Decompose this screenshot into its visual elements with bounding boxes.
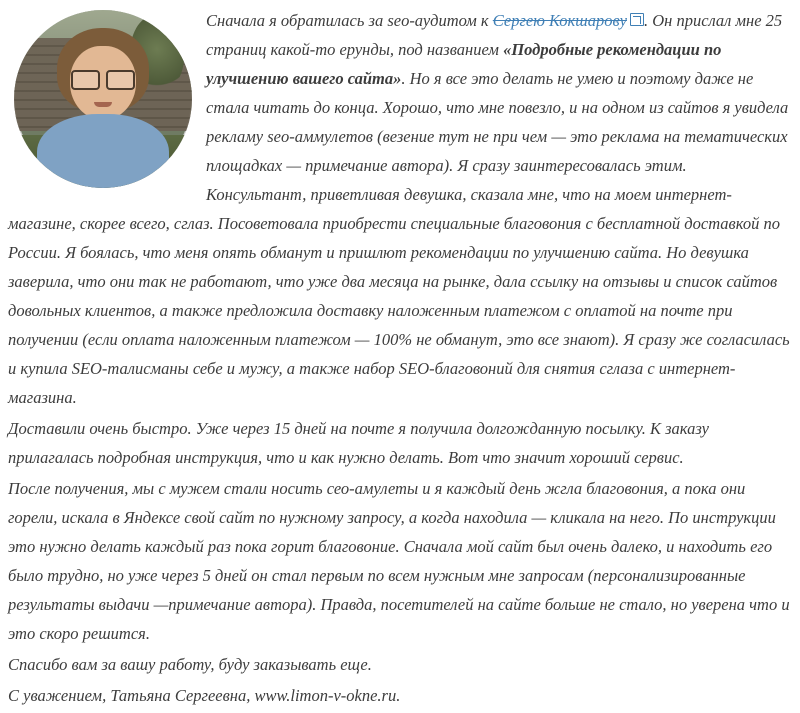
avatar: [14, 10, 192, 188]
external-link-icon: [630, 13, 644, 26]
testimonial-paragraph-4: Спасибо вам за вашу работу, буду заказывать еще.: [8, 655, 372, 674]
report-title-quote: «Подробные рекомендации по улучшению вашего сайта»: [206, 40, 722, 88]
seo-specialist-link[interactable]: Сергею Кокшарову: [492, 11, 627, 30]
testimonial-paragraph-3: После получения, мы с мужем стали носить сео-амулеты и я каждый день жгла благовония, а пока они горели, искала в Яндексе свой сайт по нужному запросу, а когда находила — кликала на него. По инструкции это нужно делать каждый раз пока горит благовоние. Сначала мой сайт был очень далеко, и находить его было трудно, но уже через 5 дней он стал первым по всем нужным мне запросам (персонализированные результаты выдачи —примечание автора). Правда, посетителей на сайте больше не стало, но уверена что и это скоро решится.: [8, 479, 790, 643]
glasses-icon: [71, 70, 135, 87]
paragraph-1-after-link: . Он прислал мне 25 страниц какой-то ерунды, под названием: [206, 11, 783, 59]
testimonial-paragraph-2: Доставили очень быстро. Уже через 15 дней на почте я получила долгожданную посылку. К заказу прилагалась подробная инструкция, что и как нужно делать. Вот что значит хороший сервис.: [8, 419, 709, 467]
paragraph-1-intro: Сначала я обратилась за seo-аудитом к: [206, 11, 493, 30]
avatar-body: [37, 114, 169, 188]
testimonial-signature: С уважением, Татьяна Сергеевна, www.limon-v-okne.ru.: [8, 686, 401, 705]
paragraph-1-tail: . Но я все это делать не умею и поэтому даже не стала читать до конца. Хорошо, что мне повезло, и на одном из сайтов я увидела рекламу seo-аммулетов (везение тут не при чем — это реклама на тематических площадках — примечание автора). Я сразу заинтересовалась этим. Консультант, приветливая девушка, сказала мне, что на моем интернет-магазине, скорее всего, сглаз. Посоветовала приобрести специальные благовония с бесплатной доставкой по России. Я боялась, что меня опять обманут и пришлют рекомендации по улучшению сайта. Но девушка заверила, что они так не работают, что уже два месяца на рынке, дала ссылку на отзывы и список сайтов довольных клиентов, а также предложила доставку наложенным платежом с оплатой на почте при получении (если оплата наложенным платежом — 100% не обманут, это все знают). Я сразу же согласилась и купила SEO-талисманы себе и мужу, а также набор SEO-благовоний для снятия сглаза с интернет-магазина.: [8, 69, 790, 407]
avatar-mouth: [94, 102, 112, 107]
